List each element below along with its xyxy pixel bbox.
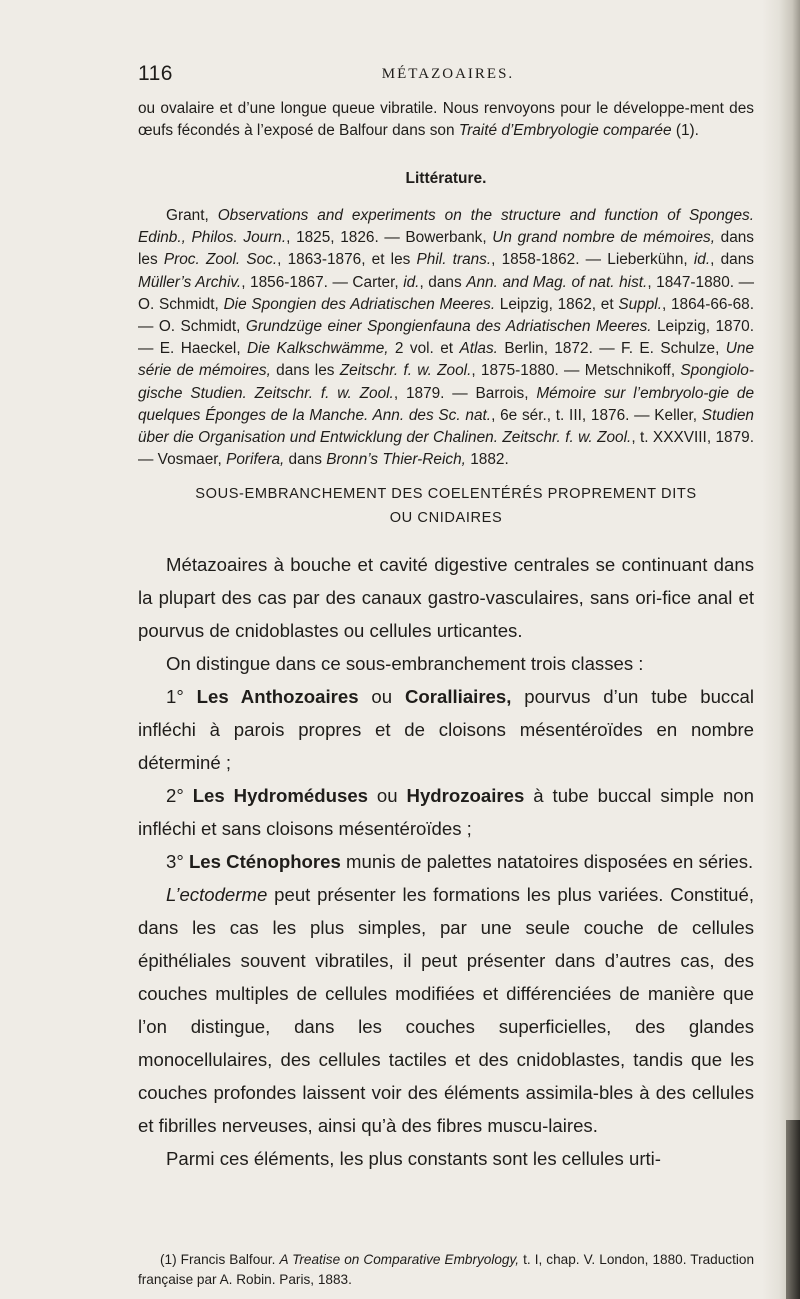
class-number: 2° [166, 785, 193, 806]
ref-text: , 1847-1880. — O. Schmidt, [138, 273, 754, 313]
ref-text: , 1858-1862. — Lieberkühn, [491, 251, 694, 269]
class-number: 1° [166, 686, 197, 707]
running-head: MÉTAZOAIRES. [381, 66, 515, 82]
class-text: ou [368, 785, 407, 806]
ref-title: Phil. trans. [416, 251, 492, 269]
ref-text: , t. XXXVIII, 1879. — Vosmaer, [138, 429, 755, 469]
ref-title: Bronn’s Thier-Reich, [326, 451, 466, 469]
ref-title: Die Kalkschwämme, [247, 340, 389, 358]
ref-text: , 1863-1876, et les [277, 251, 417, 269]
ref-text: Leipzig, 1862, et [495, 295, 619, 313]
ref-text: , 1879. — Barrois, [393, 384, 537, 402]
ref-title: Suppl. [618, 295, 662, 313]
page-edge-shadow [762, 0, 800, 1299]
class-name-alt: Hydrozoaires [406, 785, 525, 806]
ref-text: Leipzig, 1870. — E. Haeckel, [138, 318, 754, 358]
paragraph-elements: Parmi ces éléments, les plus constants sont les cellules urti- [166, 1148, 662, 1169]
body-text [138, 548, 754, 1175]
ref-text: , dans [710, 251, 754, 269]
ref-title: Grundzüge einer Spongienfauna des Adriatischen Meeres. [245, 318, 652, 336]
ref-title: id. [403, 273, 420, 291]
paragraph-class-1 [138, 680, 754, 779]
paragraph-class-3 [138, 845, 754, 878]
ref-title: Ann. and Mag. of nat. hist. [466, 273, 648, 291]
class-name: Les Anthozoaires [196, 686, 359, 707]
ref-title: Studien über die Organisation und Entwicklung der Chalinen. Zeitschr. f. w. Zool. [138, 406, 754, 447]
class-description: munis de palettes natatoires disposées en séries. [340, 851, 754, 872]
ref-author: Grant, [166, 207, 218, 224]
section-title [138, 482, 754, 530]
class-description: à tube buccal simple non infléchi et sans cloisons mésentéroïdes ; [138, 785, 754, 839]
footnote [138, 1250, 754, 1290]
footnote-author: Francis Balfour. [180, 1252, 280, 1267]
ref-title: Porifera, [226, 451, 285, 469]
class-name: Les Cténophores [188, 851, 341, 872]
intro-paragraph [138, 98, 754, 142]
ref-text: , 1864-66-68. — O. Schmidt, [138, 295, 754, 336]
ref-text: 2 vol. et [388, 340, 460, 358]
ref-text: , 1825, 1826. — Bowerbank, [286, 229, 493, 247]
ref-text: 1882. [465, 451, 509, 469]
class-description: pourvus d’un tube buccal infléchi à parois propres et de cloisons mésentéroïdes en nombre déterminé ; [138, 686, 754, 773]
ref-text: , 1856-1867. — Carter, [241, 273, 404, 291]
ref-title: Atlas. [459, 340, 498, 358]
ref-title: Mémoire sur l’embryolo-gie de quelques Éponges de la Manche. Ann. des Sc. nat. [138, 384, 754, 424]
footnote-title: A Treatise on Comparative Embryology, [279, 1252, 520, 1267]
ref-text: , dans [419, 273, 467, 291]
section-title-line: SOUS-EMBRANCHEMENT DES COELENTÉRÉS PROPREMENT DITS [195, 486, 697, 502]
paragraph-definition: Métazoaires à bouche et cavité digestive centrales se continuant dans la plupart des cas par des canaux gastro-vasculaires, sans ori-fice anal et pourvus de cnidoblastes ou cellules urticantes. [138, 554, 754, 641]
literature-heading: Littérature. [405, 170, 487, 187]
ectoderm-text: peut présenter les formations les plus variées. Constitué, dans les cas les plus simples, par une seule couche de cellules épithéliales souvent vibratiles, il peut présenter dans d’autres cas, des couches multiples de cellules modifiées et différenciées de manière que l’on distingue, dans les couches superficielles, des glandes monocellulaires, des cellules tactiles et des cnidoblastes, tandis que les couches profondes laissent voir des éléments assimila-bles à des cellules et fibrilles nerveuses, ainsi qu’à des fibres muscu-laires. [138, 884, 754, 1136]
paragraph-ectoderm [138, 878, 754, 1142]
ref-title: Zeitschr. f. w. Zool. [339, 362, 472, 380]
class-name-alt: Coralliaires, [404, 686, 512, 707]
ref-title: Die Spongien des Adriatischen Meeres. [223, 295, 496, 313]
ref-title: Proc. Zool. Soc. [163, 251, 278, 269]
term-ectoderme: L’ectoderme [166, 884, 268, 905]
class-name: Les Hydroméduses [192, 785, 368, 806]
paragraph-classes-intro: On distingue dans ce sous-embranchement trois classes : [166, 653, 644, 674]
intro-note-ref: (1). [671, 122, 699, 140]
intro-title: Traité d’Embryologie comparée [458, 122, 672, 140]
ref-title: Edinb., Philos. Journ. [138, 229, 287, 247]
ref-title: Spongiolo-gische Studien. Zeitschr. f. w. Zool. [138, 362, 754, 402]
footnote-mark: (1) [160, 1252, 181, 1267]
ref-text: dans [284, 451, 327, 469]
page-number: 116 [138, 62, 173, 85]
section-title-line: OU CNIDAIRES [389, 510, 503, 526]
page-header [138, 62, 738, 92]
ref-text: Berlin, 1872. — F. E. Schulze, [497, 340, 726, 358]
ref-text: , 1875-1880. — Metschnikoff, [471, 362, 681, 380]
intro-text: ou ovalaire et d’une longue queue vibratile. Nous renvoyons pour le développe-ment des œufs fécondés à l’exposé de Balfour dans son [138, 100, 754, 140]
ref-title: Une série de mémoires, [138, 340, 754, 380]
literature-references [138, 205, 754, 471]
ref-text: dans les [270, 362, 340, 380]
ref-text: , 6e sér., t. III, 1876. — Keller, [491, 406, 702, 424]
ref-title: Un grand nombre de mémoires, [492, 229, 715, 247]
class-number: 3° [166, 851, 189, 872]
class-text: ou [358, 686, 405, 707]
paragraph-class-2 [138, 779, 754, 845]
footnote-text: t. I, chap. V. London, 1880. Traduction française par A. Robin. Paris, 1883. [138, 1252, 755, 1287]
ref-title: Müller’s Archiv. [138, 273, 242, 291]
ref-title: Observations and experiments on the structure and function of Sponges. [217, 207, 754, 224]
ref-title: id. [693, 251, 711, 269]
page-corner-shadow [786, 1120, 800, 1299]
ref-text: dans les [138, 229, 755, 269]
